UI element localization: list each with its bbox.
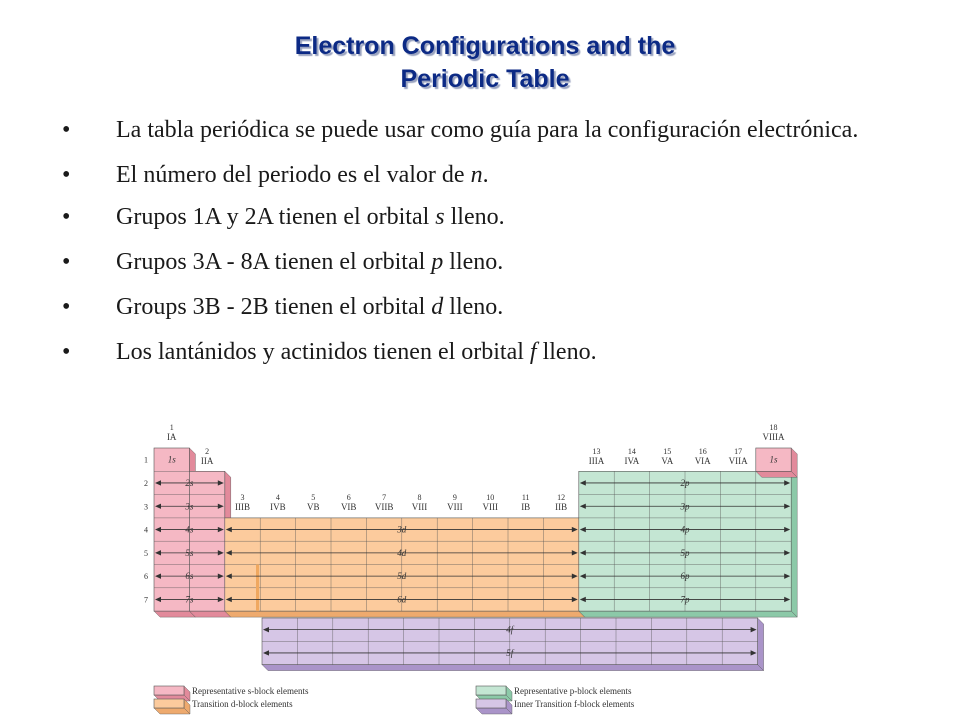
bullet-symbol: •: [62, 339, 71, 365]
bullet-text: Grupos 1A y 2A tienen el orbital: [116, 204, 436, 230]
bullet-symbol: •: [62, 117, 71, 143]
group-label: VB: [307, 502, 320, 512]
legend-f-swatch-face: [476, 699, 506, 708]
title-line-1: Electron Configurations and the: [294, 32, 676, 60]
helium-cell-bottom: [756, 471, 797, 477]
group-number: 13: [592, 447, 601, 456]
bullet-variable: s: [435, 204, 445, 230]
s-orbital-row-label: 3s: [185, 501, 194, 512]
group-label: VIB: [340, 502, 357, 512]
group-number: 1: [169, 423, 174, 432]
title-line-2: Periodic Table: [400, 65, 570, 93]
f-block-connector: [256, 565, 259, 612]
group-label: IIIA: [588, 456, 605, 466]
group-number: 18: [769, 423, 778, 432]
group-number: 4: [275, 493, 280, 502]
group-label: IIIB: [235, 502, 250, 512]
bullet-text: La tabla periódica se puede usar como guía para la configuración electrónica.: [116, 117, 859, 143]
group-label: IA: [166, 432, 177, 442]
legend-d-label: Transition d-block elements: [192, 699, 293, 709]
legend-f-label: Inner Transition f-block elements: [514, 699, 635, 709]
bullet-item-2: [62, 159, 942, 191]
legend-d-swatch: [154, 699, 190, 714]
group-label: VIIIA: [762, 432, 785, 442]
bullet-text: El número del periodo es el valor de: [116, 162, 471, 188]
d-orbital-row-label: 3d: [397, 524, 407, 535]
p-block-bottom: [579, 611, 797, 617]
bullet-item-3: [62, 201, 942, 233]
group-label: IB: [521, 502, 531, 512]
s-block-group2-bottom: [189, 611, 230, 617]
legend-p-label: Representative p-block elements: [514, 686, 632, 696]
bullet-symbol: •: [62, 204, 71, 230]
bullet-item-1: [62, 114, 942, 146]
f-block-side: [758, 618, 764, 671]
p-orbital-row-label: 7p: [680, 594, 690, 605]
period-number: 7: [144, 595, 148, 605]
d-orbital-row-label: 5d: [397, 571, 407, 582]
s-orbital-row-label: 5s: [185, 547, 194, 558]
f-orbital-row-label: 5f: [506, 647, 514, 658]
bullet-symbol: •: [62, 294, 71, 320]
group-number: 6: [346, 493, 351, 502]
legend-s-swatch-face: [154, 686, 184, 695]
bullet-text-end: lleno.: [443, 294, 504, 320]
p-orbital-row-label: 5p: [680, 547, 690, 558]
bullet-item-5: [62, 291, 942, 323]
bullet-list: [62, 114, 942, 381]
group-label: VIIA: [728, 456, 748, 466]
period-number: 1: [144, 455, 148, 465]
period-number: 5: [144, 548, 148, 558]
group-number: 14: [627, 447, 636, 456]
bullet-text-end: .: [482, 162, 489, 188]
group-label: VIII: [447, 502, 463, 512]
bullet-text: Grupos 3A - 8A tienen el orbital: [116, 249, 432, 275]
d-orbital-row-label: 6d: [397, 594, 407, 605]
group-number: 12: [557, 493, 566, 502]
group-number: 10: [486, 493, 495, 502]
group-number: 16: [698, 447, 707, 456]
bullet-item-6: [62, 336, 942, 368]
s-orbital-row-label: 6s: [185, 571, 194, 582]
group-label: IIA: [200, 456, 214, 466]
bullet-variable: n: [470, 162, 483, 188]
f-orbital-row-label: 4f: [506, 624, 514, 635]
period-number: 3: [144, 502, 148, 512]
group-number: 11: [521, 493, 530, 502]
bullet-text-end: lleno.: [444, 204, 505, 230]
p-orbital-row-label: 4p: [680, 524, 690, 535]
legend-d-swatch-bottom: [154, 708, 190, 714]
d-block-bottom: [225, 611, 585, 617]
group-label: IVA: [624, 456, 640, 466]
bullet-text: Groups 3B - 2B tienen el orbital: [116, 294, 432, 320]
bullet-text-end: lleno.: [536, 339, 597, 365]
s-orbital-row-label: 7s: [185, 594, 194, 605]
group-label: IIB: [555, 502, 568, 512]
legend-p-swatch-face: [476, 686, 506, 695]
bullet-variable: p: [431, 249, 444, 275]
group-number: 15: [663, 447, 672, 456]
group-label: VIIB: [374, 502, 394, 512]
legend-f-swatch-bottom: [476, 708, 512, 714]
group-number: 2: [205, 447, 210, 456]
s-orbital-row-label: 2s: [185, 477, 194, 488]
group-label: VIA: [694, 456, 711, 466]
s-block-group1-bottom: [154, 611, 195, 617]
group-number: 9: [452, 493, 457, 502]
bullet-text-end: lleno.: [443, 249, 504, 275]
f-block-bottom: [262, 665, 764, 671]
group-number: 8: [417, 493, 422, 502]
s-orbital-row-label: 4s: [185, 524, 194, 535]
p-orbital-row-label: 3p: [680, 501, 690, 512]
p-block-side: [791, 471, 797, 617]
legend-d-swatch-face: [154, 699, 184, 708]
group-label: VA: [661, 456, 674, 466]
p-orbital-row-label: 6p: [680, 571, 690, 582]
bullet-symbol: •: [62, 162, 71, 188]
bullet-symbol: •: [62, 249, 71, 275]
periodic-table-diagram: [0, 418, 960, 720]
he-orbital-label: 1s: [769, 454, 778, 465]
legend-s-label: Representative s-block elements: [192, 686, 309, 696]
bullet-variable: d: [431, 294, 444, 320]
period-number: 2: [144, 478, 148, 488]
group-label: IVB: [270, 502, 286, 512]
s-orbital-label: 1s: [167, 454, 176, 465]
group-number: 5: [311, 493, 316, 502]
slide-title: [0, 30, 960, 96]
legend-f-swatch: [476, 699, 512, 714]
group-number: 7: [382, 493, 387, 502]
p-orbital-row-label: 2p: [680, 477, 690, 488]
group-label: VIII: [411, 502, 428, 512]
group-label: VIII: [482, 502, 499, 512]
bullet-text: Los lantánidos y actinidos tienen el orbital: [116, 339, 530, 365]
group-number: 3: [240, 493, 245, 502]
d-orbital-row-label: 4d: [397, 547, 407, 558]
bullet-item-4: [62, 246, 942, 278]
group-number: 17: [734, 447, 743, 456]
bullet-variable: f: [529, 339, 537, 365]
period-number: 6: [144, 572, 148, 582]
period-number: 4: [144, 525, 148, 535]
